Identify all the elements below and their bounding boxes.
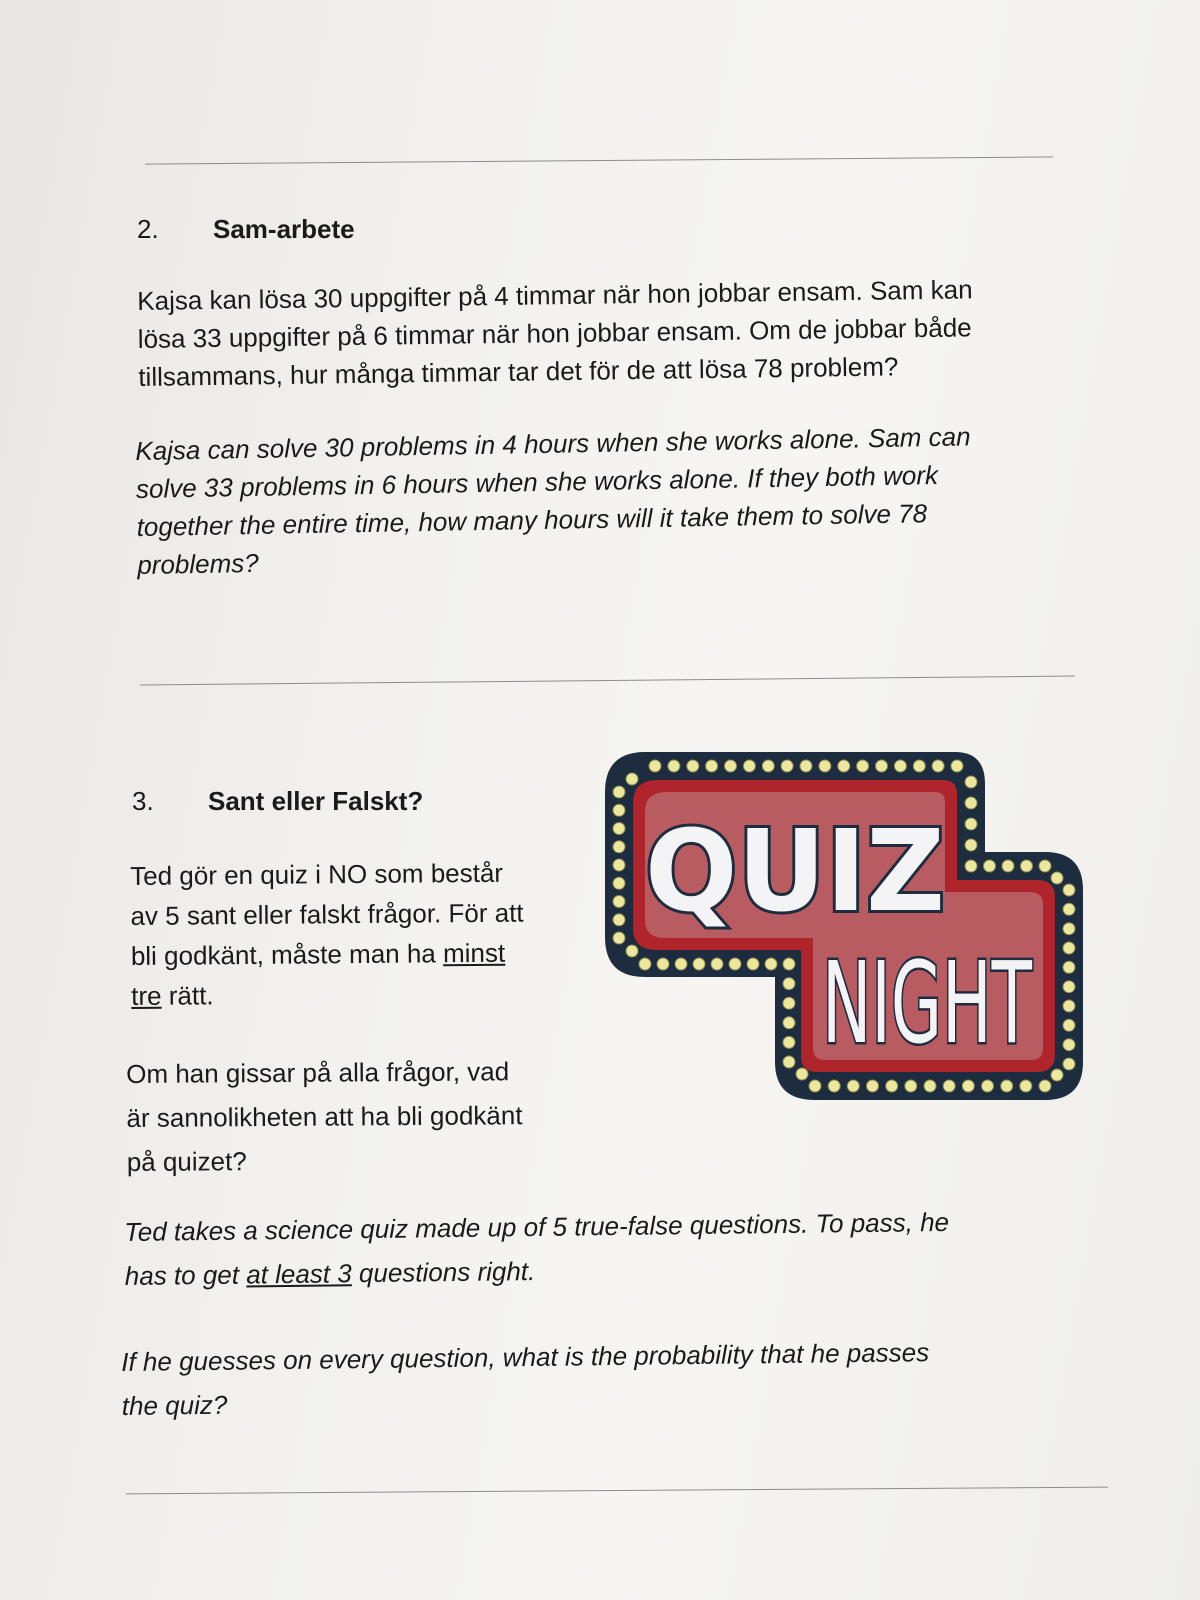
q3-en-line <box>125 1244 950 1298</box>
q3-sv-line: Ted gör en quiz i NO som består <box>130 857 504 891</box>
q2-heading <box>137 214 355 245</box>
marquee-bulb <box>747 958 759 970</box>
marquee-bulb <box>1001 1080 1013 1092</box>
marquee-bulb <box>965 818 977 830</box>
marquee-bulb <box>982 1080 994 1092</box>
q3-sv-text: bli godkänt, måste man ha <box>130 938 444 971</box>
marquee-bulb <box>783 978 795 990</box>
logo-word-night-text: NIGHT <box>822 939 1033 1069</box>
q3-title: Sant eller Falskt? <box>208 786 424 816</box>
q2-title: Sam-arbete <box>213 214 355 244</box>
marquee-bulb <box>924 1080 936 1092</box>
marquee-bulb <box>876 760 888 772</box>
logo-word-quiz-text: QUIZ <box>645 807 945 937</box>
q3-english-text-2 <box>121 1330 930 1428</box>
marquee-bulb <box>1063 884 1075 896</box>
marquee-bulb <box>905 1080 917 1092</box>
q2-sv-line: tillsammans, hur många timmar tar det för de att lösa 78 problem? <box>138 351 899 392</box>
marquee-bulb <box>613 786 625 798</box>
q3-sv-line: är sannolikheten att ha bli godkänt <box>126 1100 523 1133</box>
q3-sv-line <box>131 973 524 1016</box>
marquee-bulb <box>1063 1019 1075 1031</box>
marquee-bulb <box>943 1080 955 1092</box>
marquee-bulb <box>668 760 680 772</box>
logo-word-night <box>822 939 1032 1069</box>
q3-en-text: has to get <box>124 1259 247 1291</box>
marquee-bulb <box>711 958 723 970</box>
q3-en-underlined: at least 3 <box>246 1258 352 1290</box>
marquee-bulb <box>800 760 812 772</box>
marquee-bulb <box>783 1056 795 1068</box>
marquee-bulb <box>657 958 669 970</box>
marquee-bulb <box>781 760 793 772</box>
marquee-bulb <box>965 860 977 872</box>
marquee-bulb <box>613 932 625 944</box>
marquee-bulb <box>783 1036 795 1048</box>
marquee-bulb <box>984 860 996 872</box>
marquee-bulb <box>765 958 777 970</box>
marquee-bulb <box>1021 860 1033 872</box>
marquee-bulb <box>1020 1080 1032 1092</box>
marquee-bulb <box>613 859 625 871</box>
q2-sv-line: lösa 33 uppgifter på 6 timmar när hon jobbar ensam. Om de jobbar både <box>137 312 972 354</box>
marquee-bulb <box>838 760 850 772</box>
marquee-bulb <box>1051 872 1063 884</box>
marquee-bulb <box>613 914 625 926</box>
marquee-bulb <box>693 958 705 970</box>
marquee-bulb <box>613 823 625 835</box>
q2-en-line: problems? <box>137 547 259 580</box>
marquee-bulb <box>1063 981 1075 993</box>
q3-swedish-text-2 <box>126 1049 523 1184</box>
marquee-bulb <box>626 945 638 957</box>
q3-heading <box>132 786 423 817</box>
marquee-bulb <box>1002 860 1014 872</box>
q3-sv-line: Om han gissar på alla frågor, vad <box>126 1056 510 1089</box>
marquee-bulb <box>1039 1080 1051 1092</box>
q3-en-text: questions right. <box>351 1255 536 1289</box>
marquee-bulb <box>613 877 625 889</box>
marquee-bulb <box>1063 1039 1075 1051</box>
marquee-bulb <box>1063 1058 1075 1070</box>
q3-en-line: the quiz? <box>121 1389 228 1421</box>
marquee-bulb <box>962 1080 974 1092</box>
quiz-night-logo <box>605 752 1085 1102</box>
marquee-bulb <box>867 1080 879 1092</box>
q3-sv-text: rätt. <box>161 980 214 1011</box>
marquee-bulb <box>1063 961 1075 973</box>
q2-sv-line: Kajsa kan lösa 30 uppgifter på 4 timmar när hon jobbar ensam. Sam kan <box>137 274 973 316</box>
q3-sv-line: av 5 sant eller falskt frågor. För att <box>130 897 524 931</box>
marquee-bulb <box>847 1080 859 1092</box>
marquee-bulb <box>932 760 944 772</box>
q3-sv-underlined-tre: tre <box>131 980 162 1011</box>
q3-number: 3. <box>132 786 154 816</box>
marquee-bulb <box>725 760 737 772</box>
marquee-bulb <box>965 797 977 809</box>
marquee-bulb <box>783 1017 795 1029</box>
marquee-bulb <box>809 1080 821 1092</box>
q2-en-line: solve 33 problems in 6 hours when she works alone. If they both work <box>135 459 939 504</box>
q2-english-text <box>135 417 973 584</box>
marquee-bulb <box>1063 1000 1075 1012</box>
marquee-bulb <box>1063 923 1075 935</box>
marquee-bulb <box>965 776 977 788</box>
marquee-bulb <box>649 760 661 772</box>
marquee-bulb <box>886 1080 898 1092</box>
divider-top <box>145 156 1053 164</box>
marquee-bulb <box>706 760 718 772</box>
marquee-bulb <box>951 760 963 772</box>
marquee-bulb <box>894 760 906 772</box>
marquee-bulb <box>613 841 625 853</box>
marquee-bulb <box>613 896 625 908</box>
marquee-bulb <box>1063 903 1075 915</box>
q2-swedish-text <box>137 270 974 396</box>
marquee-bulb <box>1051 1069 1063 1081</box>
marquee-bulb <box>1063 942 1075 954</box>
marquee-bulb <box>783 958 795 970</box>
marquee-bulb <box>857 760 869 772</box>
marquee-bulb <box>613 804 625 816</box>
marquee-bulb <box>1039 860 1051 872</box>
marquee-bulb <box>639 958 651 970</box>
q3-sv-underlined-minst: minst <box>442 937 506 969</box>
marquee-bulb <box>819 760 831 772</box>
marquee-bulb <box>743 760 755 772</box>
marquee-bulb <box>675 958 687 970</box>
q3-sv-line: på quizet? <box>126 1146 247 1177</box>
q2-en-line: Kajsa can solve 30 problems in 4 hours when she works alone. Sam can <box>135 421 971 466</box>
marquee-bulb <box>783 997 795 1009</box>
marquee-bulb <box>965 839 977 851</box>
marquee-bulb <box>913 760 925 772</box>
marquee-bulb <box>729 958 741 970</box>
marquee-bulb <box>796 1068 808 1080</box>
q3-en-line: If he guesses on every question, what is the probability that he passes <box>121 1337 930 1377</box>
q3-en-line: Ted takes a science quiz made up of 5 true-false questions. To pass, he <box>124 1206 950 1247</box>
marquee-bulb <box>687 760 699 772</box>
divider-bottom <box>126 1487 1108 1495</box>
marquee-bulb <box>828 1080 840 1092</box>
q2-number: 2. <box>137 214 159 244</box>
divider-middle <box>140 676 1075 686</box>
q3-sv-line <box>131 933 524 976</box>
q3-english-text-1 <box>124 1200 950 1298</box>
marquee-bulb <box>762 760 774 772</box>
q2-en-line: together the entire time, how many hours will it take them to solve 78 <box>136 498 928 542</box>
logo-word-quiz <box>645 807 945 937</box>
marquee-bulb <box>626 773 638 785</box>
q3-swedish-text-1 <box>130 853 524 1016</box>
